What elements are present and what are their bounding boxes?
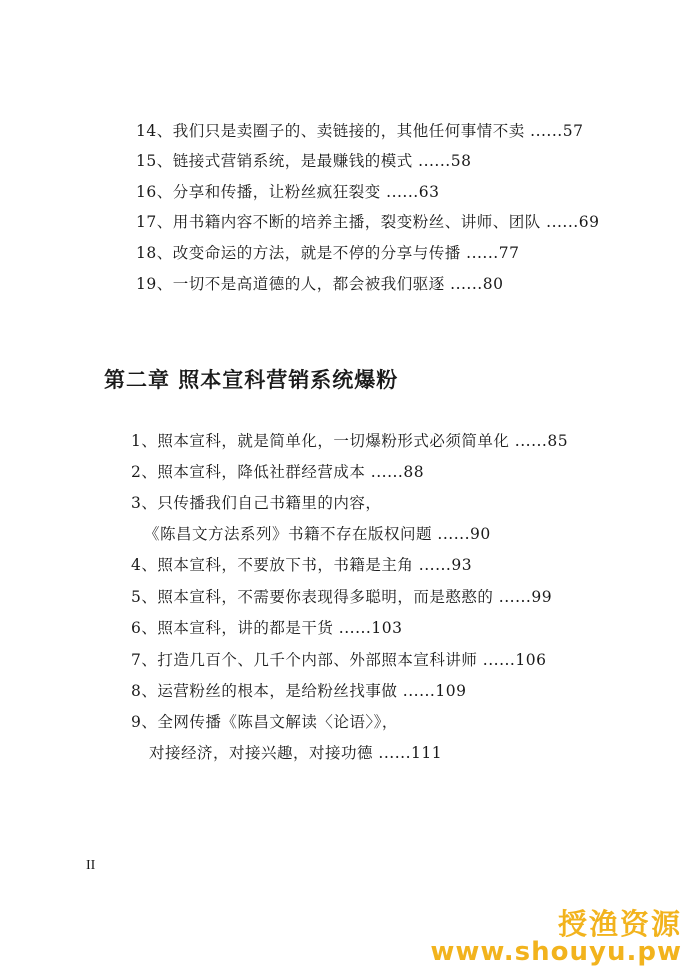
toc-entry-18: 18、改变命运的方法，就是不停的分享与传播 ......77 [136, 244, 520, 262]
watermark-title: 授渔资源 [557, 907, 682, 941]
toc-entry-3-continued: 《陈昌文方法系列》书籍不存在版权问题 ......90 [144, 525, 491, 543]
toc-entry-1: 1、照本宣科，就是简单化，一切爆粉形式必须简单化 ......85 [131, 432, 569, 450]
toc-entry-9: 9、全网传播《陈昌文解读〈论语〉》， [131, 713, 398, 731]
watermark-url: www.shouyu.pw [430, 937, 682, 967]
toc-entry-4: 4、照本宣科，不要放下书，书籍是主角 ......93 [131, 556, 473, 574]
toc-entry-6: 6、照本宣科，讲的都是干货 ......103 [131, 619, 403, 637]
toc-entry-19: 19、一切不是高道德的人，都会被我们驱逐 ......80 [136, 275, 504, 293]
toc-entry-9-continued: 对接经济，对接兴趣，对接功德 ......111 [149, 744, 443, 762]
toc-entry-2: 2、照本宣科，降低社群经营成本 ......88 [131, 463, 425, 481]
toc-entry-14: 14、我们只是卖圈子的、卖链接的，其他任何事情不卖 ......57 [136, 122, 584, 140]
page-numeral: II [86, 858, 96, 873]
toc-entry-8: 8、运营粉丝的根本，是给粉丝找事做 ......109 [131, 682, 467, 700]
chapter-title: 第二章 照本宣科营销系统爆粉 [104, 368, 399, 392]
toc-entry-5: 5、照本宣科，不需要你表现得多聪明，而是憨憨的 ......99 [131, 588, 553, 606]
toc-entry-15: 15、链接式营销系统，是最赚钱的模式 ......58 [136, 152, 472, 170]
toc-entry-17: 17、用书籍内容不断的培养主播，裂变粉丝、讲师、团队 ......69 [136, 213, 600, 231]
toc-entry-7: 7、打造几百个、几千个内部、外部照本宣科讲师 ......106 [131, 651, 547, 669]
toc-entry-16: 16、分享和传播，让粉丝疯狂裂变 ......63 [136, 183, 440, 201]
toc-entry-3: 3、只传播我们自己书籍里的内容， [131, 494, 382, 512]
